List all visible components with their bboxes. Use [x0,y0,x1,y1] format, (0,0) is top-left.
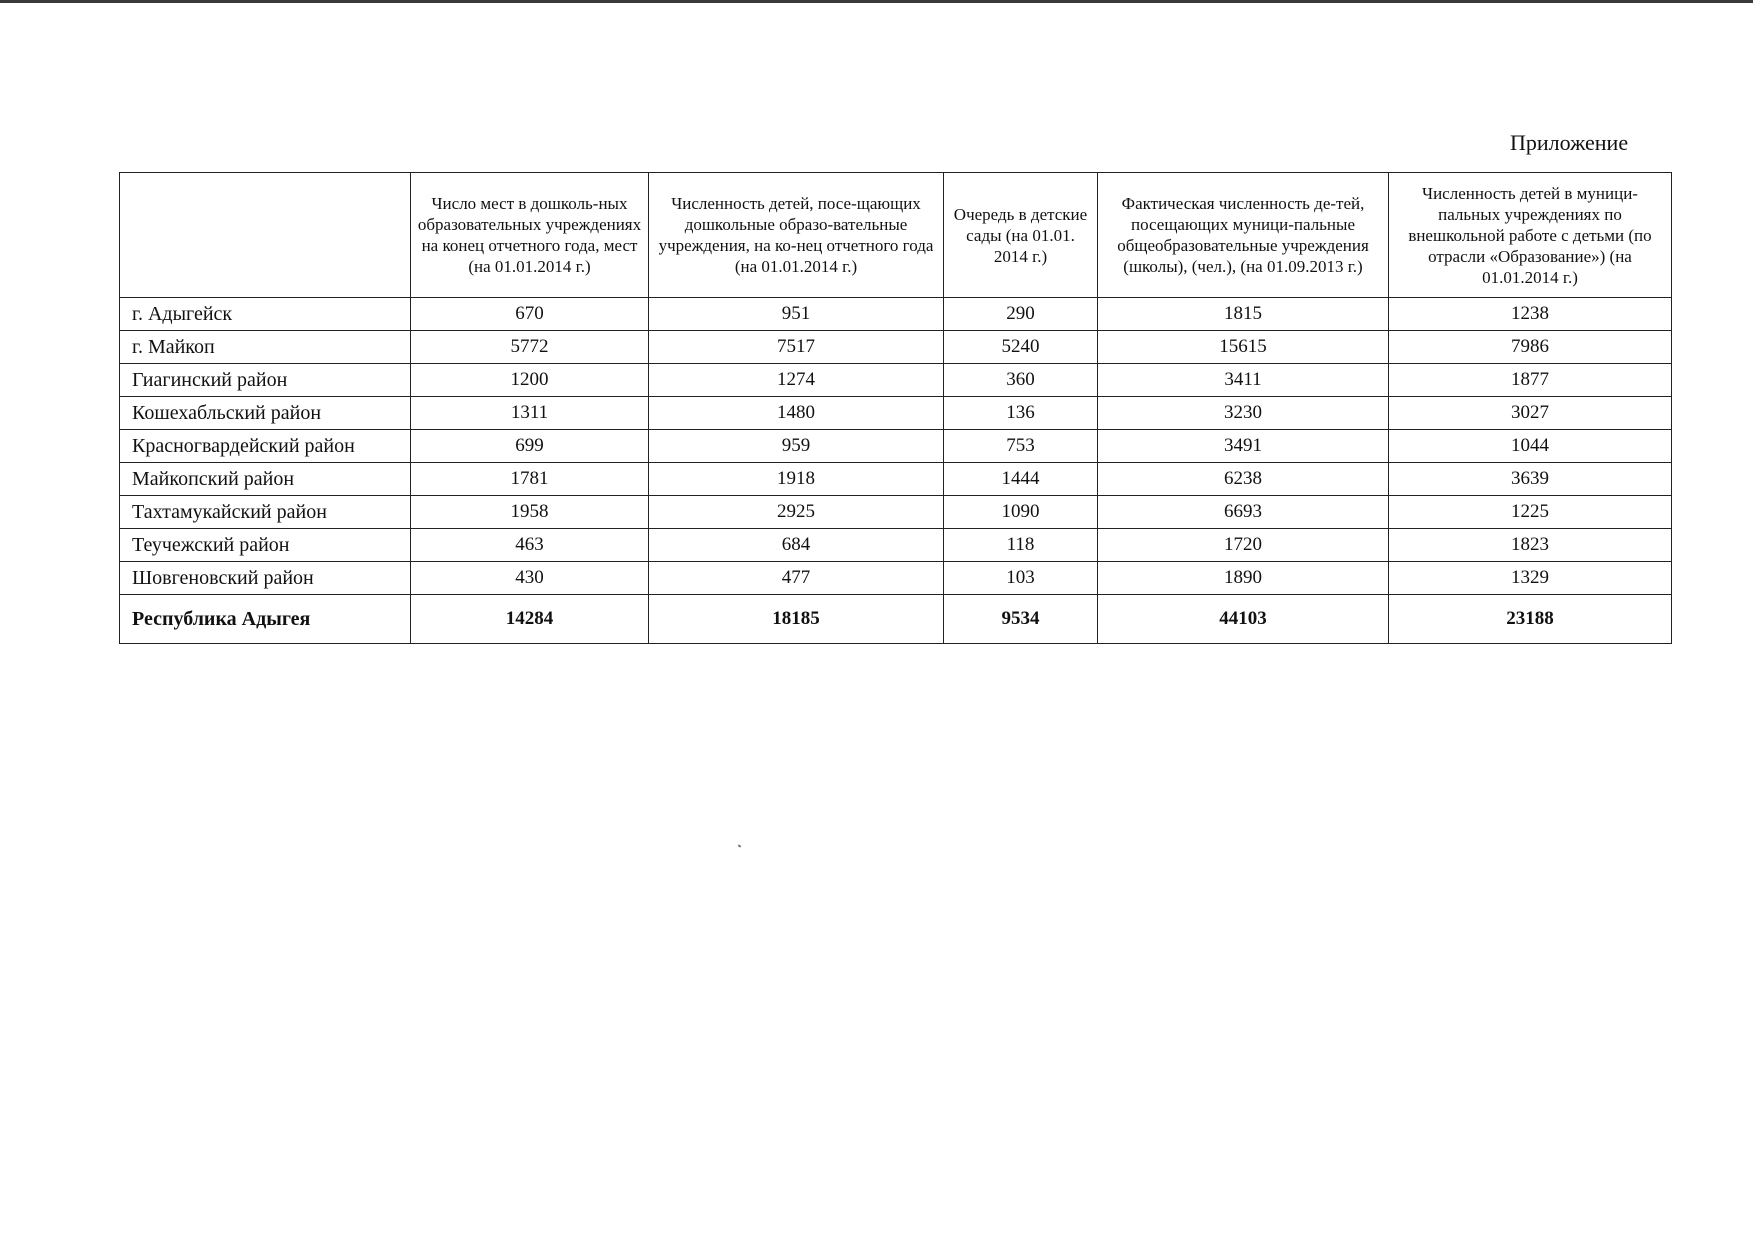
value-cell: 430 [411,562,649,595]
value-cell: 6693 [1098,496,1389,529]
header-preschool-children: Численность детей, посе-щающих дошкольные образо-вательные учреждения, на ко-нец отчетного года (на 01.01.2014 г.) [649,173,944,298]
value-cell: 1238 [1389,298,1672,331]
value-cell: 15615 [1098,331,1389,364]
statistics-table [119,172,1672,644]
total-value-cell: 44103 [1098,595,1389,644]
region-cell: Шовгеновский район [120,562,411,595]
value-cell: 3491 [1098,430,1389,463]
value-cell: 684 [649,529,944,562]
value-cell: 699 [411,430,649,463]
value-cell: 1480 [649,397,944,430]
total-value-cell: 18185 [649,595,944,644]
total-row [120,595,1672,644]
value-cell: 7517 [649,331,944,364]
value-cell: 1958 [411,496,649,529]
header-row [120,173,1672,298]
table-row [120,397,1672,430]
value-cell: 3411 [1098,364,1389,397]
value-cell: 1877 [1389,364,1672,397]
value-cell: 1720 [1098,529,1389,562]
table-row [120,463,1672,496]
value-cell: 3027 [1389,397,1672,430]
value-cell: 951 [649,298,944,331]
value-cell: 290 [944,298,1098,331]
total-value-cell: 14284 [411,595,649,644]
table-row [120,529,1672,562]
value-cell: 1274 [649,364,944,397]
value-cell: 1890 [1098,562,1389,595]
table-row [120,331,1672,364]
value-cell: 463 [411,529,649,562]
value-cell: 1225 [1389,496,1672,529]
value-cell: 360 [944,364,1098,397]
region-cell: Гиагинский район [120,364,411,397]
value-cell: 1090 [944,496,1098,529]
value-cell: 6238 [1098,463,1389,496]
value-cell: 1200 [411,364,649,397]
value-cell: 118 [944,529,1098,562]
header-region [120,173,411,298]
region-cell: Кошехабльский район [120,397,411,430]
region-cell: г. Майкоп [120,331,411,364]
header-school-children: Фактическая численность де-тей, посещающих муници-пальные общеобразовательные учреждения (школы), (чел.), (на 01.09.2013 г.) [1098,173,1389,298]
region-cell: Тахтамукайский район [120,496,411,529]
value-cell: 5772 [411,331,649,364]
header-extracurricular-children: Численность детей в муници-пальных учреждениях по внешкольной работе с детьми (по отрасли «Образование») (на 01.01.2014 г.) [1389,173,1672,298]
value-cell: 1311 [411,397,649,430]
header-preschool-places: Число мест в дошколь-ных образовательных учреждениях на конец отчетного года, мест (на 01.01.2014 г.) [411,173,649,298]
value-cell: 5240 [944,331,1098,364]
value-cell: 1781 [411,463,649,496]
scan-speck [738,844,742,847]
value-cell: 3230 [1098,397,1389,430]
value-cell: 1823 [1389,529,1672,562]
table-row [120,430,1672,463]
value-cell: 1044 [1389,430,1672,463]
value-cell: 3639 [1389,463,1672,496]
table-row [120,364,1672,397]
total-label-cell: Республика Адыгея [120,595,411,644]
region-cell: Красногвардейский район [120,430,411,463]
appendix-label: Приложение [1510,130,1629,155]
value-cell: 136 [944,397,1098,430]
total-value-cell: 9534 [944,595,1098,644]
value-cell: 2925 [649,496,944,529]
value-cell: 7986 [1389,331,1672,364]
value-cell: 1329 [1389,562,1672,595]
region-cell: Теучежский район [120,529,411,562]
scan-top-edge [0,0,1753,3]
total-value-cell: 23188 [1389,595,1672,644]
table-row [120,298,1672,331]
value-cell: 477 [649,562,944,595]
value-cell: 670 [411,298,649,331]
value-cell: 753 [944,430,1098,463]
value-cell: 103 [944,562,1098,595]
value-cell: 959 [649,430,944,463]
region-cell: Майкопский район [120,463,411,496]
table-row [120,496,1672,529]
table-row [120,562,1672,595]
region-cell: г. Адыгейск [120,298,411,331]
value-cell: 1918 [649,463,944,496]
value-cell: 1815 [1098,298,1389,331]
header-kindergarten-queue: Очередь в детские сады (на 01.01. 2014 г.) [944,173,1098,298]
value-cell: 1444 [944,463,1098,496]
